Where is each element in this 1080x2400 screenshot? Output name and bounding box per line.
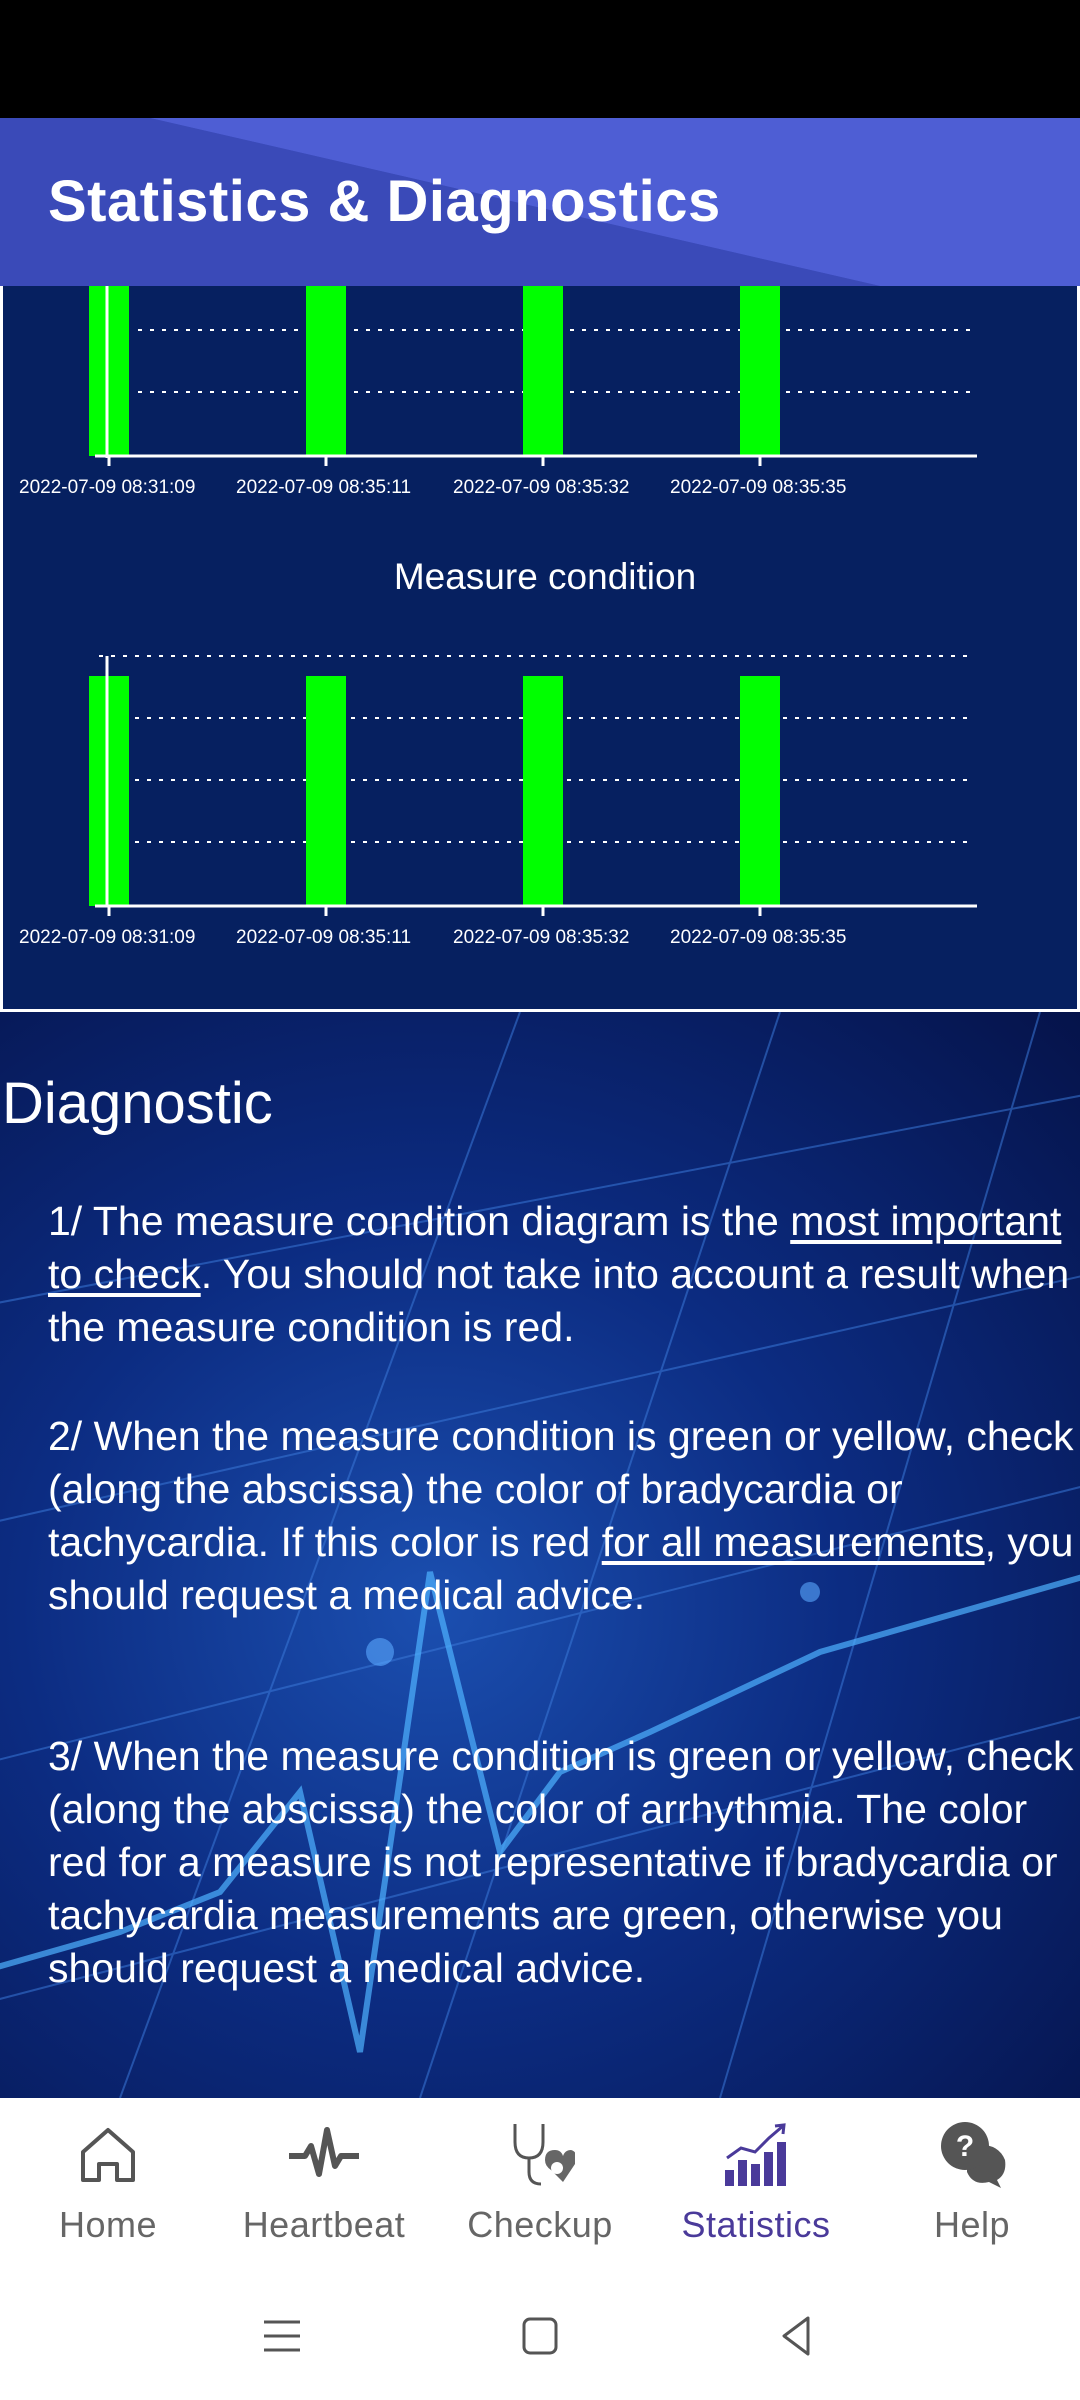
mc-tick-label: 2022-07-09 08:31:09	[19, 927, 196, 948]
p2-text: 2/ When the measure condition is green or yellow, check (along the abscissa) the color of bradycardia or tachycardia. If this color is red	[48, 1413, 1074, 1565]
menu-icon[interactable]	[262, 2306, 302, 2366]
diagnostic-panel[interactable]	[0, 1012, 1080, 2098]
statistics-icon	[721, 2120, 791, 2190]
nav-item-help[interactable]	[864, 2098, 1080, 2276]
mc-tick-label: 2022-07-09 08:35:32	[453, 927, 630, 948]
stethoscope-icon	[505, 2120, 575, 2190]
nav-label-help: Help	[933, 2204, 1011, 2245]
p1-text-end: . You should not take into account a result when the measure condition is red.	[48, 1251, 1070, 1350]
measure-condition-bar	[740, 676, 780, 906]
home-icon	[73, 2120, 143, 2190]
top-chart-tick-label: 2022-07-09 08:31:09	[19, 477, 196, 498]
p1-text: 1/ The measure condition diagram is the	[48, 1198, 791, 1244]
app-header	[0, 118, 1080, 286]
nav-item-home[interactable]	[0, 2098, 216, 2276]
measure-condition-bar	[89, 676, 129, 906]
top-chart-bar	[89, 286, 129, 456]
measure-condition-chart	[19, 556, 977, 948]
top-chart	[19, 286, 977, 498]
mc-tick-label: 2022-07-09 08:35:35	[670, 927, 847, 948]
mc-tick-label: 2022-07-09 08:35:11	[236, 927, 412, 948]
top-chart-tick-label: 2022-07-09 08:35:32	[453, 477, 630, 498]
bottom-navigation	[0, 2098, 1080, 2276]
p1-emphasis: most important to check	[48, 1198, 1062, 1297]
p2-text-end: , you should request a medical advice.	[48, 1519, 1074, 1618]
nav-item-heartbeat[interactable]	[216, 2098, 432, 2276]
top-chart-bar	[523, 286, 563, 456]
diagnostic-paragraph-3: 3/ When the measure condition is green or yellow, check (along the abscissa) the color of arrhythmia. The color red for a measure is not representative if bradycardia or tachycardia measurements are green, otherwise you should request a medical advice.	[48, 1733, 1074, 1991]
p2-emphasis: for all measurements	[601, 1519, 985, 1565]
measure-condition-chart-title: Measure condition	[393, 556, 697, 597]
home-square-icon[interactable]	[520, 2306, 560, 2366]
nav-label-checkup: Checkup	[467, 2204, 613, 2245]
diagnostic-title: Diagnostic	[2, 1071, 273, 1136]
system-navigation-bar	[0, 2276, 1080, 2400]
heartbeat-icon	[289, 2120, 359, 2190]
back-icon[interactable]	[776, 2306, 816, 2366]
top-chart-tick-label: 2022-07-09 08:35:35	[670, 477, 847, 498]
top-chart-bar	[740, 286, 780, 456]
diagnostic-paragraph-1	[48, 1195, 1078, 1354]
status-bar	[0, 0, 1080, 118]
nav-item-checkup[interactable]	[432, 2098, 648, 2276]
help-chat-icon	[937, 2120, 1007, 2190]
nav-label-heartbeat: Heartbeat	[242, 2204, 406, 2245]
svg-text:?: ?	[955, 2130, 975, 2163]
charts-panel[interactable]	[0, 286, 1080, 1012]
page-title: Statistics & Diagnostics	[48, 169, 721, 234]
top-chart-tick-label: 2022-07-09 08:35:11	[236, 477, 412, 498]
nav-item-statistics[interactable]	[648, 2098, 864, 2276]
nav-label-home: Home	[58, 2204, 158, 2245]
nav-label-statistics: Statistics	[681, 2204, 831, 2245]
diagnostic-paragraph-2	[48, 1410, 1078, 1622]
measure-condition-bar	[523, 676, 563, 906]
top-chart-bar	[306, 286, 346, 456]
measure-condition-bar	[306, 676, 346, 906]
charts-svg	[3, 286, 1080, 1012]
